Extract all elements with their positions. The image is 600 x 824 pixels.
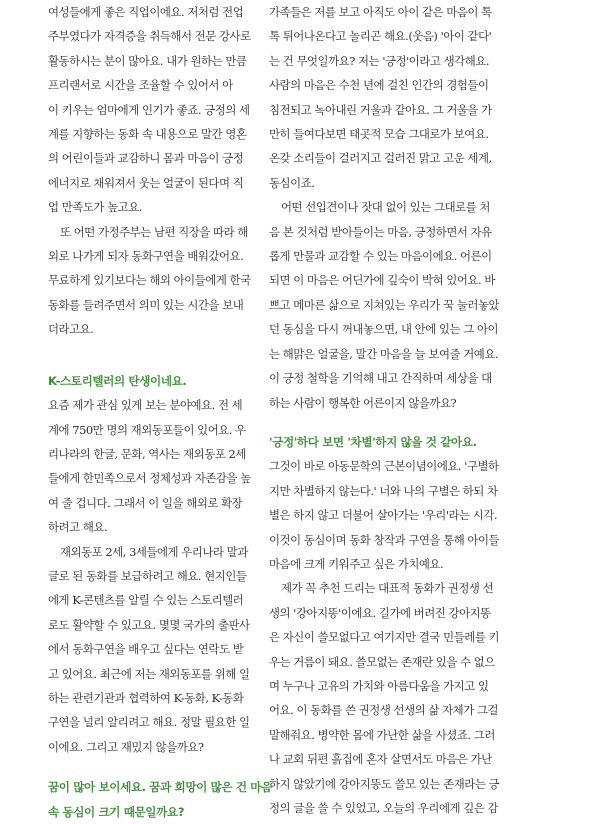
right-heading-1: '긍정'하다 보면 '차별'하지 않을 것 같아요. xyxy=(269,434,477,449)
left-heading-2: 꿈이 많아 보이세요. 꿈과 희망이 많은 건 마음 속 동심이 크기 때문일까요? xyxy=(48,780,272,819)
right-paragraph-2: 어떤 선입견이나 잣대 없이 있는 그대로를 처 음 본 것처럼 받아들이는 마음, 긍정하면서 자유 롭게 만물과 교감할 수 있는 마음이에요. 어른이 되면 이 마음은 어딘가에 깊숙이 박혀 있어요. 바 쁘고 메마른 삶으로 지쳐있는 우리가 꾹 눌러놓았 던 동심을 다시 꺼내놓으면, 내 안에 있는 그 아이 는 해맑은 얼굴을, 말간 마음을 늘 보여줄 거예요. 이 긍정 철학을 기억해 내고 간직하며 세상을 대 하는 사람이 행복한 어른이지 않을까요? xyxy=(269,200,500,410)
left-heading-1: K-스토리텔러의 탄생이네요. xyxy=(48,373,187,388)
right-column xyxy=(269,0,515,820)
left-paragraph-4: 재외동포 2세, 3세들에게 우리나라 말과 글로 된 동화를 보급하려고 해요. 현지인들 에게 K-콘텐츠를 알릴 수 있는 스토리텔러 로도 활약할 수 있고요. 몇몇 국가의 출판사 에서 동화구연을 배우고 싶다는 연락도 받 고 있어요. 최근에 저는 재외동포를 위해 일 하는 관련기관과 협력하여 K-동화, K-동화 구연을 널리 알리려고 해요. 정말 필요한 일 이에요. 그리고 재밌지 않을까요? xyxy=(48,544,250,754)
right-paragraph-1: 가족들은 저를 보고 아직도 아이 같은 마음이 톡 톡 튀어나온다고 놀리곤 해요.(웃음) '아이 같다' 는 건 무엇일까요? 저는 '긍정'이라고 생각해요. 사람의 마음은 수천 년에 걸친 인간의 경험들이 침전되고 녹아내린 거울과 같아요. 그 거울을 가 만히 들여다보면 태곳적 모습 그대로가 보여요. 온갖 소리들이 걸러지고 걸러진 맑고 고운 세계, 동심이죠. xyxy=(269,5,492,190)
right-paragraph-4: 제가 꼭 추천 드리는 대표적 동화가 권정생 선 생의 '강아지똥'이에요. 길가에 버려진 강아지똥 은 자신이 쓸모없다고 여기지만 결국 민들레를 키 우는 거름이 돼요. 쓸모없는 존재란 있을 수 없으 며 누구나 고유의 가치와 아름다움을 가지고 있 어요. 이 동화를 쓴 권정생 선생의 삶 자체가 그걸 말해줘요. 병약한 몸에 가난한 삶을 사셨죠. 그러 나 교회 뒤편 흙집에 혼자 살면서도 마음은 가난 하지 않았기에 강아지똥도 쓸모 있는 존재라는 긍 정의 글을 쓸 수 있었고, 오늘의 우리에게 깊은 감 xyxy=(269,581,500,815)
left-paragraph-1: 여성들에게 좋은 직업이에요. 저처럼 전업 주부였다가 자격증을 취득해서 전문 강사로 활동하시는 분이 많아요. 내가 원하는 만큼 프리랜서로 시간을 조율할 수 있어서 아 이 키우는 엄마에게 인기가 좋죠. 긍정의 세 계를 지향하는 동화 속 내용으로 말간 영혼 의 어린이들과 교감하니 몸과 마음이 긍정 에너지로 채워져서 웃는 얼굴이 된다며 직 업 만족도가 높고요. xyxy=(48,5,251,215)
right-paragraph-3: 그것이 바로 아동문학의 근본이념이에요. '구별하 지만 차별하지 않는다.' 너와 나의 구별은 하되 차 별은 하지 않고 더불어 살아가는 '우리'라는 시각. 이것이 동심이며 동화 창작과 구연을 통해 아이들 마음에 크게 키워주고 싶은 가치예요. xyxy=(269,459,500,571)
left-paragraph-3: 요즘 제가 관심 있게 보는 분야예요. 전 세 계에 750만 명의 재외동포들이 있어요. 우 리나라의 한글, 문화, 역사는 재외동포 2세 들에게 한민족으로서 정체성과 자존감을 높 여 줄 겁니다. 그래서 이 일을 해외로 확장 하려고 해요. xyxy=(48,398,251,535)
left-paragraph-2: 또 어떤 가정주부는 남편 직장을 따라 해 외로 나가게 되자 동화구연을 배워갔어요. 무료하게 있기보다는 해외 아이들에게 한국 동화를 들려주면서 의미 있는 시간을 보내 더라고요. xyxy=(48,224,251,337)
left-column xyxy=(48,0,296,824)
